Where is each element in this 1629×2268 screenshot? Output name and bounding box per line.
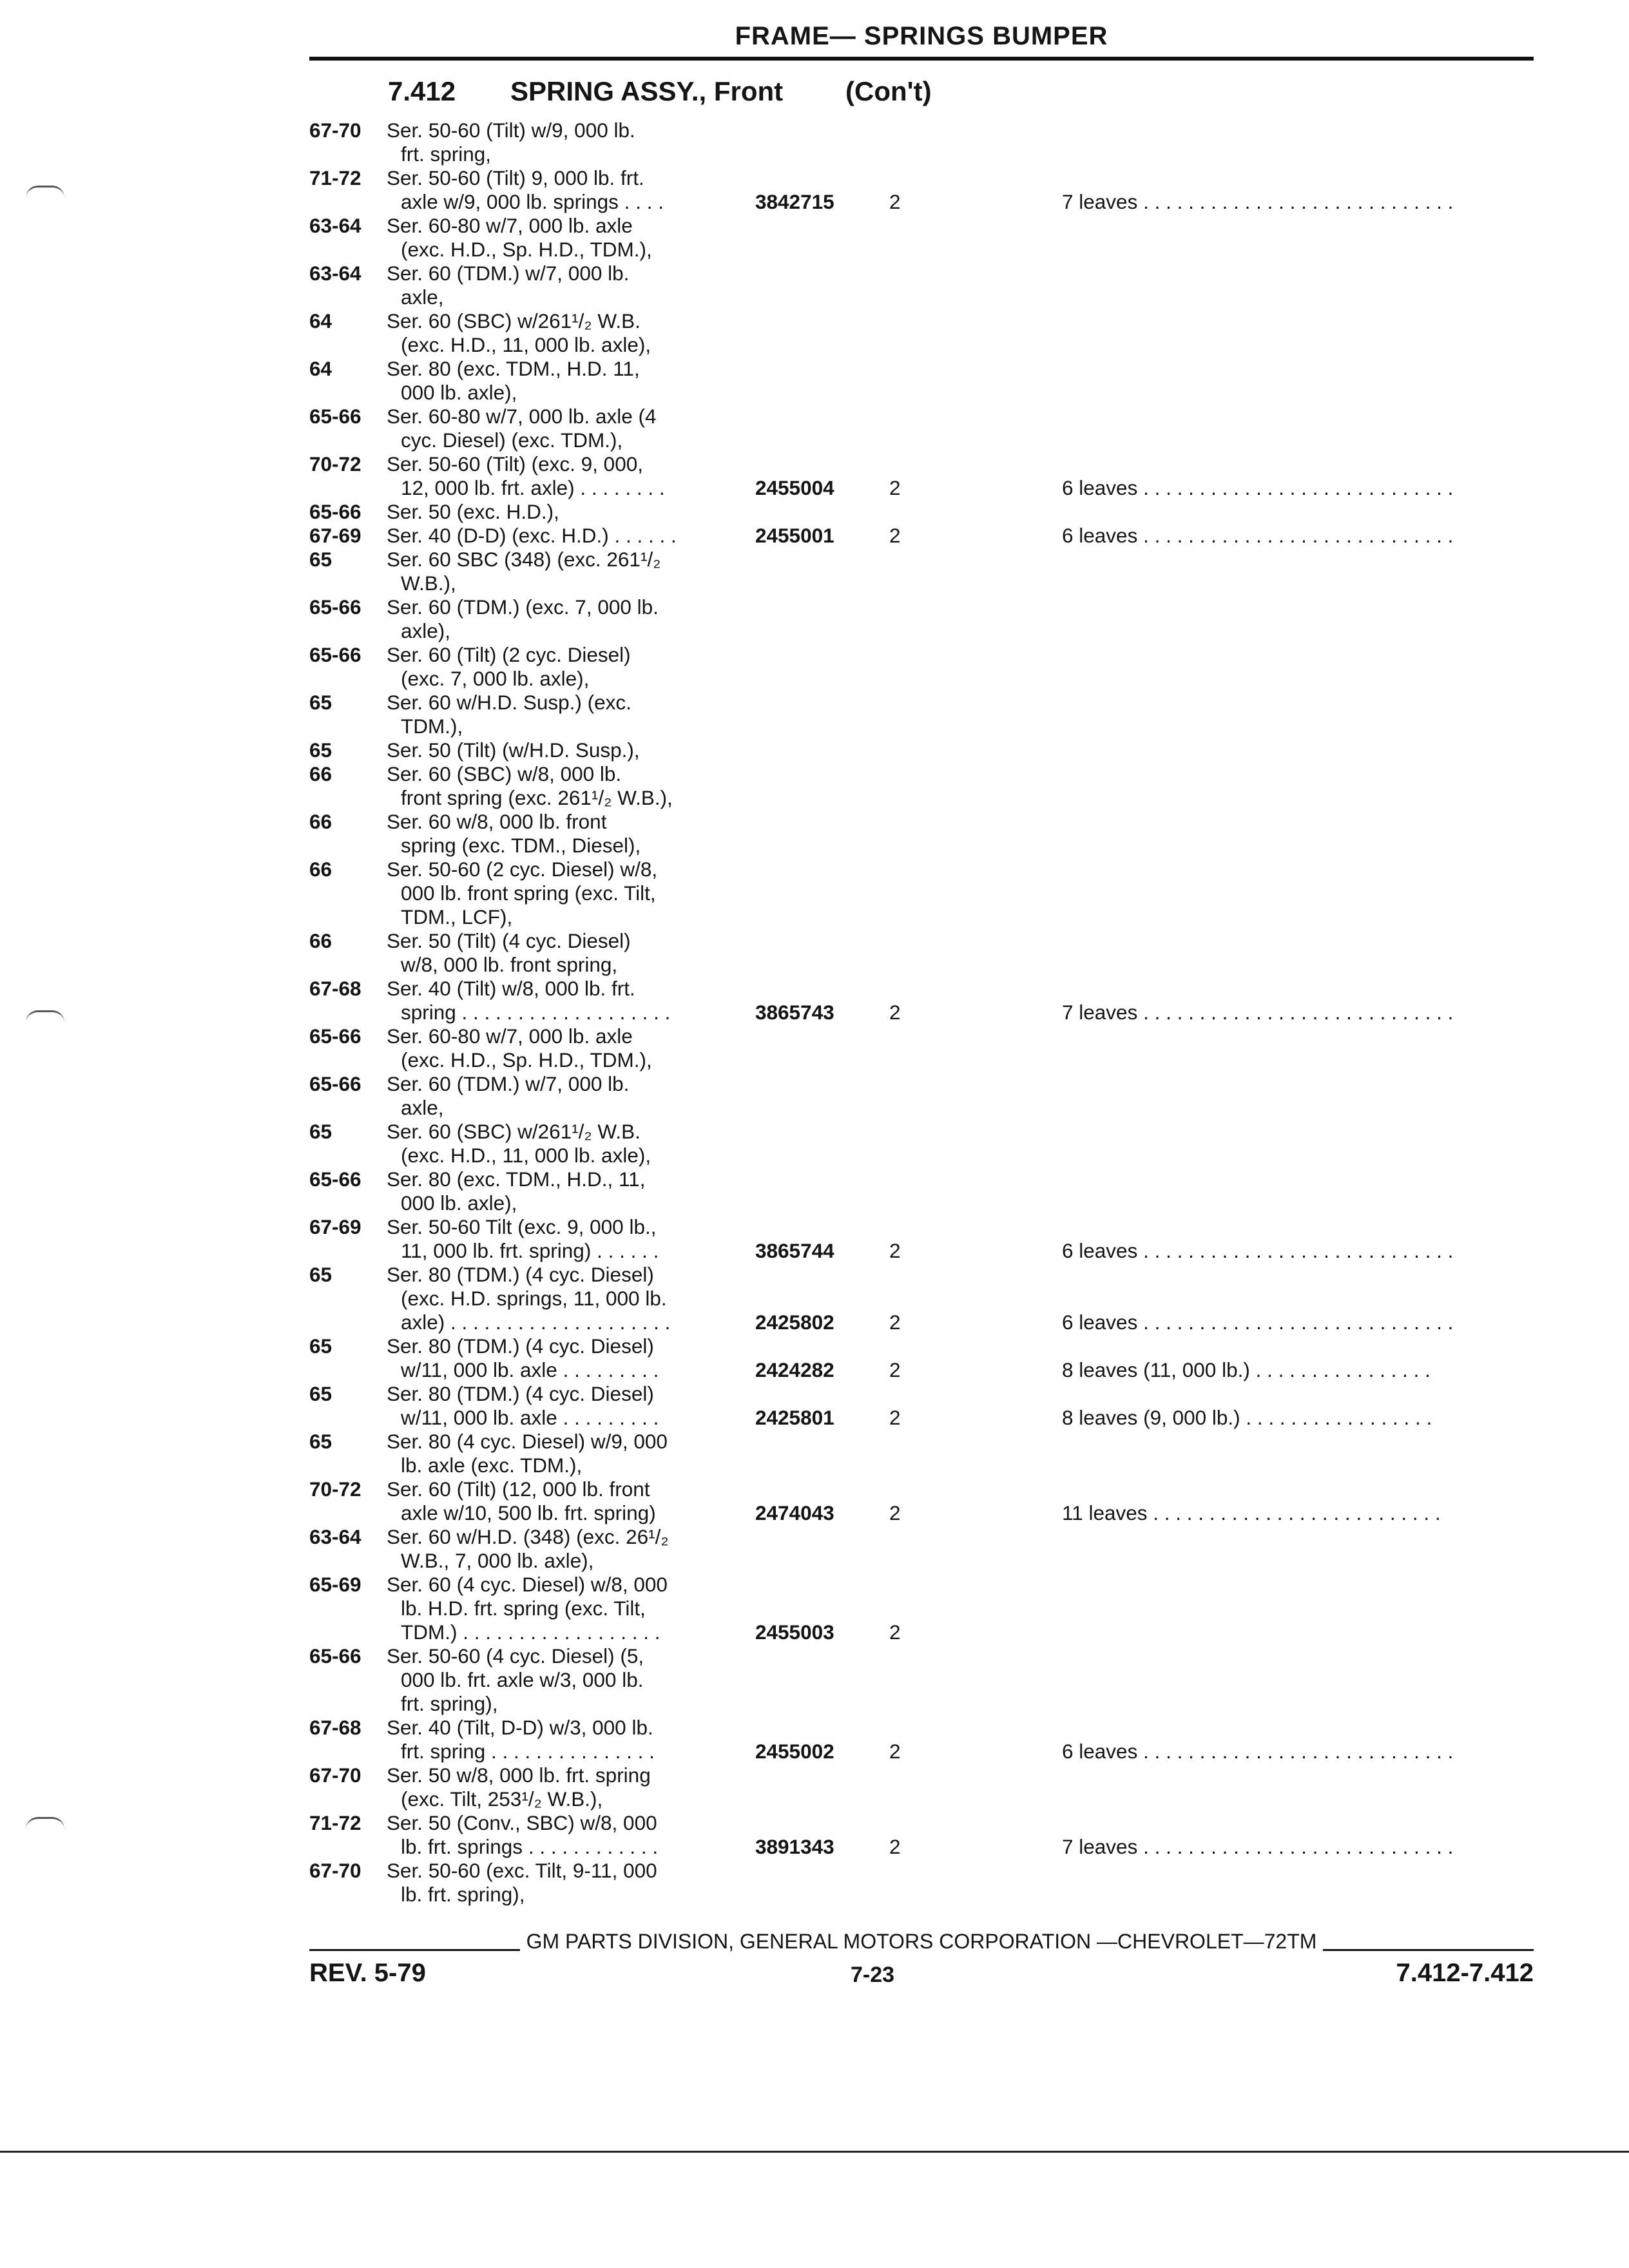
description-line: Ser. 60 (SBC) w/261¹/₂ W.B. — [387, 309, 641, 332]
remarks: 6 leaves . . . . . . . . . . . . . . . . . . . . . . . . . . . . — [1062, 1311, 1454, 1334]
model-year: 65-66 — [309, 595, 361, 619]
description — [387, 1072, 709, 1120]
description-line: Ser. 40 (Tilt, D-D) w/3, 000 lb. — [387, 1716, 653, 1739]
punch-hole-mark — [26, 1817, 64, 1829]
description — [387, 500, 709, 524]
description-line: Ser. 50 (exc. H.D.), — [387, 500, 559, 523]
description — [387, 1334, 709, 1382]
parts-entry — [309, 119, 1534, 166]
description-line: Ser. 60 (Tilt) (12, 000 lb. front — [387, 1477, 650, 1501]
description-line: Ser. 60 w/H.D. Susp.) (exc. — [387, 691, 631, 714]
quantity: 2 — [889, 1620, 901, 1644]
model-year: 65-69 — [309, 1573, 361, 1596]
part-number: 3891343 — [755, 1835, 834, 1858]
parts-entry — [309, 1263, 1534, 1334]
description-line: (exc. H.D., Sp. H.D., TDM.), — [401, 1048, 652, 1072]
description — [387, 1763, 709, 1811]
quantity: 2 — [889, 1835, 901, 1858]
section-heading — [388, 76, 932, 112]
parts-entry — [309, 1811, 1534, 1859]
description-line: Ser. 50-60 (Tilt) (exc. 9, 000, — [387, 452, 643, 476]
model-year: 65 — [309, 1334, 333, 1358]
description-line: Ser. 50 (Conv., SBC) w/8, 000 — [387, 1811, 657, 1834]
description-line: 000 lb. axle), — [401, 381, 517, 404]
description-line: lb. axle (exc. TDM.), — [401, 1454, 583, 1477]
remarks: 6 leaves . . . . . . . . . . . . . . . . . . . . . . . . . . . . — [1062, 1239, 1454, 1262]
parts-entry — [309, 357, 1534, 405]
parts-entry — [309, 214, 1534, 262]
description-line: (exc. H.D. springs, 11, 000 lb. — [401, 1287, 667, 1310]
model-year: 67-70 — [309, 1859, 361, 1882]
part-number: 2455003 — [755, 1620, 834, 1644]
quantity: 2 — [889, 1311, 901, 1334]
parts-entry — [309, 1072, 1534, 1120]
quantity: 2 — [889, 524, 901, 547]
description — [387, 214, 709, 262]
remarks: 11 leaves . . . . . . . . . . . . . . . . . . . . . . . . . . — [1062, 1501, 1441, 1524]
model-year: 71-72 — [309, 166, 361, 189]
description-line: frt. spring), — [401, 1692, 498, 1715]
parts-entry — [309, 1024, 1534, 1072]
footer-division-line — [309, 1927, 1534, 1956]
part-number: 2455004 — [755, 476, 834, 499]
model-year: 65-66 — [309, 405, 361, 428]
model-year: 65-66 — [309, 1168, 361, 1191]
description — [387, 1811, 709, 1859]
description-line: Ser. 50-60 (2 cyc. Diesel) w/8, — [387, 858, 658, 881]
remarks: 8 leaves (9, 000 lb.) . . . . . . . . . . . . . . . . . — [1062, 1406, 1432, 1429]
parts-entry — [309, 1644, 1534, 1716]
model-year: 65 — [309, 1430, 333, 1453]
part-number: 2425801 — [755, 1406, 834, 1429]
model-year: 66 — [309, 810, 333, 833]
description — [387, 1120, 709, 1168]
parts-entry — [309, 643, 1534, 691]
revision-label: REV. 5-79 — [309, 1959, 426, 1987]
description-line: TDM.), — [401, 715, 463, 738]
parts-entry — [309, 262, 1534, 309]
section-range: 7.412-7.412 — [1396, 1959, 1534, 1987]
description-line: Ser. 60 (TDM.) (exc. 7, 000 lb. — [387, 595, 659, 619]
model-year: 63-64 — [309, 1525, 361, 1548]
remarks: 7 leaves . . . . . . . . . . . . . . . . . . . . . . . . . . . . — [1062, 1001, 1454, 1024]
quantity: 2 — [889, 1501, 901, 1524]
model-year: 64 — [309, 309, 333, 332]
description-line: Ser. 60 (SBC) w/261¹/₂ W.B. — [387, 1120, 641, 1143]
parts-entry — [309, 595, 1534, 643]
description — [387, 643, 709, 691]
parts-entry — [309, 1477, 1534, 1525]
parts-entry — [309, 810, 1534, 858]
part-number: 2455002 — [755, 1740, 834, 1763]
parts-entry — [309, 405, 1534, 452]
description — [387, 524, 709, 548]
description-line: axle, — [401, 285, 444, 309]
parts-entry — [309, 929, 1534, 977]
description-line: w/11, 000 lb. axle . . . . . . . . . — [401, 1358, 659, 1381]
description — [387, 262, 709, 309]
model-year: 65-66 — [309, 500, 361, 523]
parts-entry — [309, 977, 1534, 1024]
punch-hole-mark — [26, 1010, 64, 1023]
description-line: Ser. 60 w/8, 000 lb. front — [387, 810, 607, 833]
parts-entry — [309, 1763, 1534, 1811]
description-line: spring . . . . . . . . . . . . . . . . . . . — [401, 1001, 671, 1024]
model-year: 64 — [309, 357, 333, 380]
description-line: axle w/9, 000 lb. springs . . . . — [401, 190, 664, 213]
model-year: 66 — [309, 762, 333, 785]
description-line: Ser. 50-60 (Tilt) w/9, 000 lb. — [387, 119, 635, 142]
parts-entry — [309, 1573, 1534, 1644]
description-line: axle), — [401, 619, 451, 642]
description — [387, 810, 709, 858]
parts-entry — [309, 166, 1534, 214]
model-year: 70-72 — [309, 452, 361, 476]
remarks: 8 leaves (11, 000 lb.) . . . . . . . . . . . . . . . . — [1062, 1358, 1431, 1381]
model-year: 65-66 — [309, 643, 361, 666]
parts-entry — [309, 1120, 1534, 1168]
model-year: 70-72 — [309, 1477, 361, 1501]
description-line: Ser. 60 SBC (348) (exc. 261¹/₂ — [387, 548, 661, 571]
parts-entry — [309, 691, 1534, 738]
model-year: 65 — [309, 691, 333, 714]
description-line: TDM.) . . . . . . . . . . . . . . . . . . — [401, 1620, 660, 1644]
footer-division: GM PARTS DIVISION, GENERAL MOTORS CORPORATION —CHEVROLET—72TM — [526, 1929, 1317, 1953]
description-line: Ser. 50 w/8, 000 lb. frt. spring — [387, 1763, 651, 1787]
description-line: lb. frt. spring), — [401, 1883, 525, 1906]
description-line: Ser. 50-60 (4 cyc. Diesel) (5, — [387, 1644, 644, 1667]
model-year: 67-70 — [309, 1763, 361, 1787]
parts-entry — [309, 1215, 1534, 1263]
model-year: 65 — [309, 738, 333, 762]
description-line: Ser. 80 (4 cyc. Diesel) w/9, 000 — [387, 1430, 668, 1453]
section-number: 7.412 — [388, 76, 456, 106]
remarks: 6 leaves . . . . . . . . . . . . . . . . . . . . . . . . . . . . — [1062, 524, 1454, 547]
model-year: 66 — [309, 929, 333, 952]
parts-entry — [309, 548, 1534, 595]
parts-entry — [309, 1859, 1534, 1907]
parts-entry — [309, 452, 1534, 500]
description — [387, 452, 709, 500]
description-line: w/11, 000 lb. axle . . . . . . . . . — [401, 1406, 659, 1429]
quantity: 2 — [889, 1001, 901, 1024]
description — [387, 762, 709, 810]
description-line: Ser. 60 (Tilt) (2 cyc. Diesel) — [387, 643, 631, 666]
description — [387, 166, 709, 214]
description — [387, 309, 709, 357]
model-year: 65 — [309, 548, 333, 571]
model-year: 63-64 — [309, 214, 361, 237]
parts-entry — [309, 1334, 1534, 1382]
description-line: Ser. 60-80 w/7, 000 lb. axle — [387, 214, 633, 237]
description-line: Ser. 80 (TDM.) (4 cyc. Diesel) — [387, 1334, 654, 1358]
description — [387, 858, 709, 929]
description-line: lb. H.D. frt. spring (exc. Tilt, — [401, 1597, 646, 1620]
description-line: Ser. 60 (SBC) w/8, 000 lb. — [387, 762, 622, 785]
parts-entry — [309, 762, 1534, 810]
description-line: Ser. 50-60 (Tilt) 9, 000 lb. frt. — [387, 166, 644, 189]
footer-rule-right — [1323, 1949, 1534, 1951]
description — [387, 1573, 709, 1644]
model-year: 66 — [309, 858, 333, 881]
quantity: 2 — [889, 1239, 901, 1262]
description-line: Ser. 60 (TDM.) w/7, 000 lb. — [387, 262, 630, 285]
part-number: 3842715 — [755, 190, 834, 213]
description — [387, 929, 709, 977]
description — [387, 1525, 709, 1573]
description-line: TDM., LCF), — [401, 905, 513, 928]
description-line: spring (exc. TDM., Diesel), — [401, 834, 641, 857]
page-header — [309, 22, 1534, 55]
description-line: Ser. 60-80 w/7, 000 lb. axle (4 — [387, 405, 657, 428]
description-line: frt. spring, — [401, 142, 492, 166]
description-line: 000 lb. front spring (exc. Tilt, — [401, 881, 656, 905]
description — [387, 548, 709, 595]
description-line: (exc. Tilt, 253¹/₂ W.B.), — [401, 1787, 603, 1811]
description-line: Ser. 80 (exc. TDM., H.D., 11, — [387, 1168, 646, 1191]
description-line: Ser. 80 (exc. TDM., H.D. 11, — [387, 357, 640, 380]
description-line: w/8, 000 lb. front spring, — [401, 953, 618, 976]
parts-entry — [309, 858, 1534, 929]
parts-entry — [309, 738, 1534, 762]
parts-entry — [309, 1168, 1534, 1215]
description-line: 12, 000 lb. frt. axle) . . . . . . . . — [401, 476, 665, 499]
description-line: Ser. 50-60 (exc. Tilt, 9-11, 000 — [387, 1859, 657, 1882]
description — [387, 691, 709, 738]
section-title: SPRING ASSY., Front — [510, 76, 784, 106]
description-line: Ser. 40 (Tilt) w/8, 000 lb. frt. — [387, 977, 635, 1000]
description-line: cyc. Diesel) (exc. TDM.), — [401, 428, 623, 452]
quantity: 2 — [889, 476, 901, 499]
model-year: 65-66 — [309, 1072, 361, 1095]
parts-entry — [309, 500, 1534, 524]
parts-entry — [309, 1430, 1534, 1477]
quantity: 2 — [889, 1358, 901, 1381]
description-line: Ser. 50 (Tilt) (4 cyc. Diesel) — [387, 929, 631, 952]
model-year: 65-66 — [309, 1644, 361, 1667]
description-line: axle) . . . . . . . . . . . . . . . . . . . . — [401, 1311, 671, 1334]
punch-hole-mark — [26, 186, 64, 198]
description-line: (exc. H.D., Sp. H.D., TDM.), — [401, 238, 652, 261]
description — [387, 1859, 709, 1907]
page-title: FRAME— SPRINGS BUMPER — [735, 22, 1108, 50]
description-line: 000 lb. axle), — [401, 1191, 517, 1215]
description — [387, 1024, 709, 1072]
description — [387, 1477, 709, 1525]
quantity: 2 — [889, 1740, 901, 1763]
description-line: (exc. H.D., 11, 000 lb. axle), — [401, 1144, 651, 1167]
description — [387, 1644, 709, 1716]
description — [387, 1263, 709, 1334]
part-number: 2455001 — [755, 524, 834, 547]
remarks: 6 leaves . . . . . . . . . . . . . . . . . . . . . . . . . . . . — [1062, 476, 1454, 499]
description-line: Ser. 80 (TDM.) (4 cyc. Diesel) — [387, 1382, 654, 1405]
quantity: 2 — [889, 190, 901, 213]
description — [387, 1168, 709, 1215]
description-line: front spring (exc. 261¹/₂ W.B.), — [401, 786, 673, 809]
model-year: 63-64 — [309, 262, 361, 285]
description-line: Ser. 80 (TDM.) (4 cyc. Diesel) — [387, 1263, 654, 1286]
description — [387, 405, 709, 452]
header-rule — [309, 57, 1534, 61]
description-line: lb. frt. springs . . . . . . . . . . . . — [401, 1835, 659, 1858]
parts-entry — [309, 524, 1534, 548]
parts-entry — [309, 309, 1534, 357]
description-line: (exc. H.D., 11, 000 lb. axle), — [401, 333, 651, 356]
model-year: 65 — [309, 1263, 333, 1286]
description — [387, 1382, 709, 1430]
description-line: Ser. 60 (4 cyc. Diesel) w/8, 000 — [387, 1573, 668, 1596]
scan-edge-line — [0, 2151, 1629, 2153]
model-year: 65 — [309, 1120, 333, 1143]
parts-entry — [309, 1382, 1534, 1430]
model-year: 67-69 — [309, 524, 361, 547]
model-year: 71-72 — [309, 1811, 361, 1834]
description-line: 000 lb. frt. axle w/3, 000 lb. — [401, 1668, 644, 1691]
description — [387, 119, 709, 166]
description-line: axle, — [401, 1096, 444, 1119]
model-year: 65-66 — [309, 1024, 361, 1048]
description-line: frt. spring . . . . . . . . . . . . . . . — [401, 1740, 655, 1763]
quantity: 2 — [889, 1406, 901, 1429]
model-year: 67-68 — [309, 1716, 361, 1739]
description — [387, 357, 709, 405]
part-number: 3865744 — [755, 1239, 834, 1262]
part-number: 2474043 — [755, 1501, 834, 1524]
description-line: Ser. 60 (TDM.) w/7, 000 lb. — [387, 1072, 630, 1095]
model-year: 67-70 — [309, 119, 361, 142]
footer-rule-left — [309, 1949, 520, 1951]
part-number: 3865743 — [755, 1001, 834, 1024]
model-year: 65 — [309, 1382, 333, 1405]
description-line: Ser. 60-80 w/7, 000 lb. axle — [387, 1024, 633, 1048]
remarks: 7 leaves . . . . . . . . . . . . . . . . . . . . . . . . . . . . — [1062, 1835, 1454, 1858]
parts-list — [309, 119, 1534, 1907]
description — [387, 1215, 709, 1263]
part-number: 2424282 — [755, 1358, 834, 1381]
description-line: W.B., 7, 000 lb. axle), — [401, 1549, 594, 1572]
page-number: 7-23 — [851, 1963, 895, 1987]
description — [387, 595, 709, 643]
description — [387, 1716, 709, 1763]
description-line: axle w/10, 500 lb. frt. spring) — [401, 1501, 656, 1524]
description — [387, 977, 709, 1024]
description-line: Ser. 50 (Tilt) (w/H.D. Susp.), — [387, 738, 640, 762]
model-year: 67-69 — [309, 1215, 361, 1238]
remarks: 7 leaves . . . . . . . . . . . . . . . . . . . . . . . . . . . . — [1062, 190, 1454, 213]
description — [387, 738, 709, 762]
description-line: 11, 000 lb. frt. spring) . . . . . . — [401, 1239, 659, 1262]
description-line: Ser. 60 w/H.D. (348) (exc. 26¹/₂ — [387, 1525, 669, 1548]
parts-entry — [309, 1716, 1534, 1763]
remarks: 6 leaves . . . . . . . . . . . . . . . . . . . . . . . . . . . . — [1062, 1740, 1454, 1763]
parts-entry — [309, 1525, 1534, 1573]
description-line: Ser. 50-60 Tilt (exc. 9, 000 lb., — [387, 1215, 657, 1238]
description-line: Ser. 40 (D-D) (exc. H.D.) . . . . . . — [387, 524, 677, 547]
part-number: 2425802 — [755, 1311, 834, 1334]
description-line: W.B.), — [401, 572, 456, 595]
description-line: (exc. 7, 000 lb. axle), — [401, 667, 590, 690]
section-continued: (Con't) — [845, 76, 932, 106]
description — [387, 1430, 709, 1477]
model-year: 67-68 — [309, 977, 361, 1000]
